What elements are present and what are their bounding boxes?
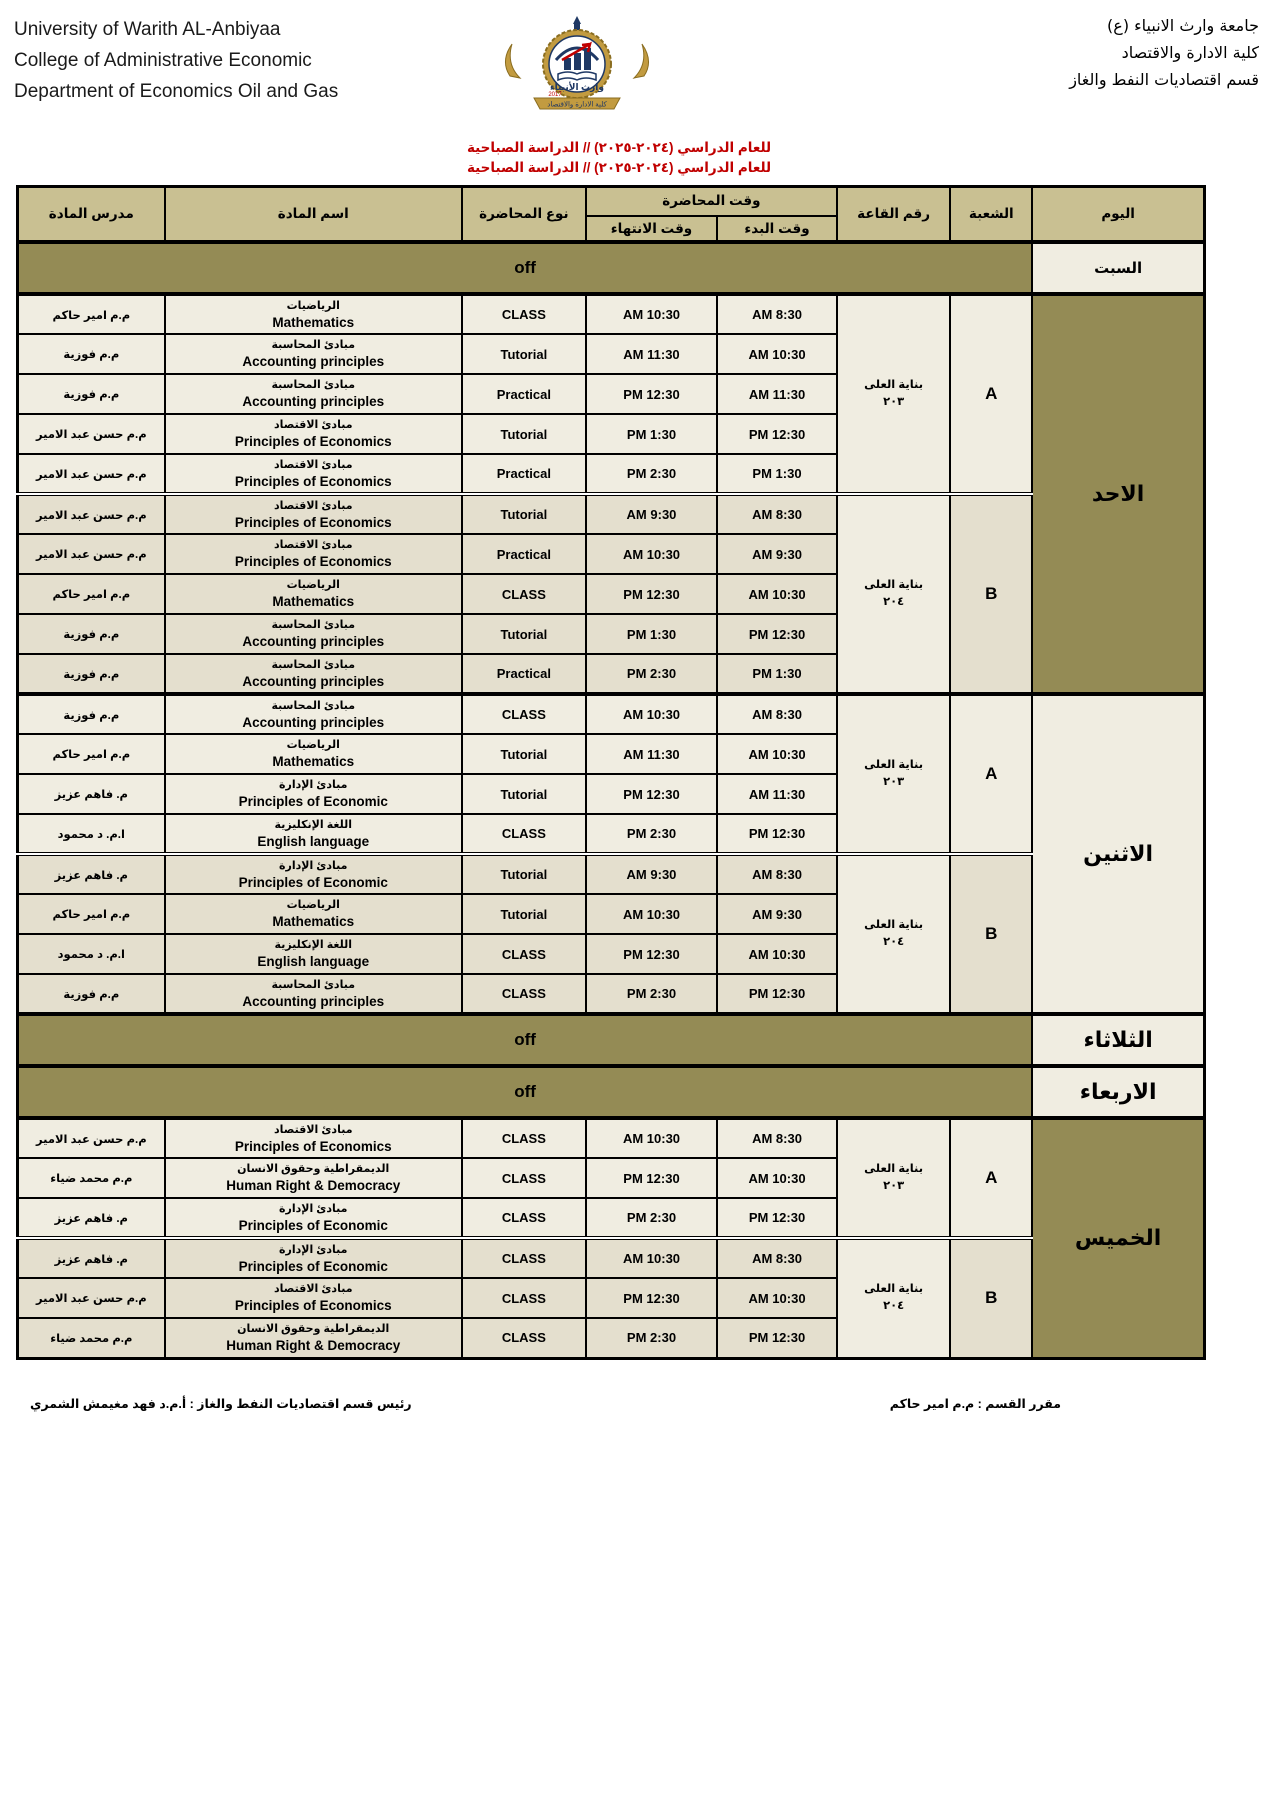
lecture-type-cell: Tutorial [462, 614, 586, 654]
timetable-row [18, 1118, 1205, 1158]
lecture-type-cell: CLASS [462, 814, 586, 854]
lecture-type-cell: Tutorial [462, 734, 586, 774]
subject-english: English language [257, 833, 370, 849]
subject-cell [165, 694, 462, 734]
section-cell: A [950, 694, 1032, 854]
start-time-cell: 8:30 AM [717, 1118, 837, 1158]
room-building: بناية العلى [864, 1162, 924, 1175]
column-header-teacher: مدرس المادة [18, 186, 165, 242]
start-time-cell: 8:30 AM [717, 694, 837, 734]
column-header-lecture-time: وقت المحاضرة [586, 186, 837, 216]
start-time-cell: 8:30 AM [717, 1238, 837, 1278]
end-time-cell: 9:30 AM [586, 854, 717, 894]
start-time-cell: 12:30 PM [717, 974, 837, 1014]
room-number: ٢٠٣ [883, 776, 905, 788]
subject-arabic: مبادئ المحاسبة [271, 619, 356, 631]
university-name-ar: جامعة وارث الانبياء (ع) [1107, 16, 1259, 35]
lecture-type-cell: CLASS [462, 1318, 586, 1358]
teacher-cell: م.م حسن عبد الامير [18, 414, 165, 454]
subject-english: Mathematics [272, 754, 355, 769]
day-cell: الاثنين [1032, 694, 1204, 1014]
teacher-cell: م.م امير حاكم [18, 574, 165, 614]
subject-arabic: مبادئ المحاسبة [271, 978, 356, 991]
subject-cell [165, 654, 462, 694]
logo-ribbon-text: كلية الادارة والاقتصاد [547, 101, 607, 109]
subject-arabic: الرياضيات [286, 299, 340, 312]
lecture-type-cell: CLASS [462, 974, 586, 1014]
end-time-cell: 12:30 PM [586, 574, 717, 614]
teacher-cell: م.م فوزية [18, 374, 165, 414]
subject-cell [165, 1198, 462, 1238]
subject-arabic: مبادئ الإدارة [279, 859, 348, 872]
off-bar: off [18, 1066, 1033, 1118]
room-cell [837, 494, 950, 694]
teacher-cell: م.م محمد ضياء [18, 1158, 165, 1198]
timetable-day-off-row [18, 1014, 1205, 1066]
start-time-cell: 12:30 PM [717, 814, 837, 854]
lecture-type-cell: CLASS [462, 1238, 586, 1278]
schedule-title-line-1: للعام الدراسي (٢٠٢٤-٢٠٢٥) // الدراسة الصباحية [466, 140, 772, 155]
department-name-ar: قسم اقتصاديات النفط والغاز [1069, 70, 1259, 89]
lecture-type-cell: CLASS [462, 1118, 586, 1158]
subject-english: Principles of Economic [238, 1217, 388, 1233]
start-time-cell: 11:30 AM [717, 374, 837, 414]
timetable-row [18, 294, 1205, 334]
teacher-cell: ا.م. د محمود [18, 814, 165, 854]
end-time-cell: 10:30 AM [586, 694, 717, 734]
subject-english: Mathematics [272, 914, 355, 929]
subject-cell [165, 1318, 462, 1358]
subject-arabic: اللغة الإنكليزية [274, 818, 352, 831]
teacher-cell: م.م حسن عبد الامير [18, 1278, 165, 1318]
teacher-cell: م. فاهم عزيز [18, 1198, 165, 1238]
end-time-cell: 12:30 PM [586, 1158, 717, 1198]
lecture-type-cell: Tutorial [462, 774, 586, 814]
start-time-cell: 11:30 AM [717, 774, 837, 814]
subject-arabic: مبادئ المحاسبة [271, 658, 356, 671]
subject-english: Principles of Economics [234, 514, 392, 530]
lecture-type-cell: Tutorial [462, 894, 586, 934]
subject-english: Principles of Economics [234, 554, 392, 569]
subject-cell [165, 414, 462, 454]
university-name-arabic-block [1069, 12, 1259, 93]
end-time-cell: 11:30 AM [586, 734, 717, 774]
timetable-body [18, 242, 1205, 1358]
logo-book [558, 72, 596, 80]
end-time-cell: 12:30 PM [586, 374, 717, 414]
teacher-cell: م.م امير حاكم [18, 734, 165, 774]
lecture-type-cell: CLASS [462, 1278, 586, 1318]
start-time-cell: 12:30 PM [717, 1318, 837, 1358]
column-header-section: الشعبة [950, 186, 1032, 242]
day-cell: السبت [1032, 242, 1204, 294]
lecture-type-cell: CLASS [462, 934, 586, 974]
subject-cell [165, 1278, 462, 1318]
subject-arabic: مبادئ المحاسبة [271, 339, 356, 351]
end-time-cell: 10:30 AM [586, 894, 717, 934]
subject-arabic: الرياضيات [286, 739, 340, 751]
end-time-cell: 1:30 PM [586, 414, 717, 454]
teacher-cell: م.م محمد ضياء [18, 1318, 165, 1358]
teacher-cell: م. فاهم عزيز [18, 854, 165, 894]
end-time-cell: 10:30 AM [586, 1238, 717, 1278]
subject-cell [165, 574, 462, 614]
subject-arabic: مبادئ الاقتصاد [274, 1283, 353, 1295]
subject-cell [165, 774, 462, 814]
lecture-type-cell: Tutorial [462, 854, 586, 894]
lecture-type-cell: CLASS [462, 574, 586, 614]
section-cell: A [950, 1118, 1032, 1238]
subject-arabic: مبادئ المحاسبة [271, 379, 356, 391]
timetable-row [18, 854, 1205, 894]
day-cell: الاحد [1032, 294, 1204, 694]
room-number: ٢٠٣ [883, 1180, 905, 1192]
department-name-en: Department of Economics Oil and Gas [14, 81, 339, 102]
room-number: ٢٠٤ [883, 1300, 905, 1313]
end-time-cell: 2:30 PM [586, 1198, 717, 1238]
lecture-type-cell: Practical [462, 454, 586, 494]
subject-english: Accounting principles [242, 993, 385, 1009]
subject-arabic: اللغة الإنكليزية [274, 939, 352, 951]
teacher-cell: م. فاهم عزيز [18, 774, 165, 814]
teacher-cell: ا.م. د محمود [18, 934, 165, 974]
subject-english: Human Right & Democracy [226, 1337, 401, 1353]
subject-cell [165, 454, 462, 494]
subject-arabic: مبادئ الاقتصاد [274, 419, 353, 431]
teacher-cell: م.م امير حاكم [18, 894, 165, 934]
end-time-cell: 12:30 PM [586, 934, 717, 974]
start-time-cell: 12:30 PM [717, 414, 837, 454]
subject-arabic: الديمقراطية وحقوق الانسان [237, 1322, 390, 1335]
off-bar: off [18, 242, 1033, 294]
subject-english: Mathematics [272, 594, 355, 609]
subject-english: Accounting principles [242, 394, 385, 409]
subject-cell [165, 934, 462, 974]
start-time-cell: 10:30 AM [717, 1278, 837, 1318]
start-time-cell: 10:30 AM [717, 334, 837, 374]
end-time-cell: 10:30 AM [586, 294, 717, 334]
room-number: ٢٠٤ [883, 936, 905, 948]
end-time-cell: 12:30 PM [586, 774, 717, 814]
start-time-cell: 10:30 AM [717, 1158, 837, 1198]
end-time-cell: 10:30 AM [586, 534, 717, 574]
logo-name-text: وارث الأنبياء [550, 82, 604, 92]
logo-bar-chart [564, 58, 571, 70]
subject-english: Accounting principles [242, 634, 385, 649]
lecture-type-cell: Practical [462, 654, 586, 694]
start-time-cell: 10:30 AM [717, 734, 837, 774]
end-time-cell: 10:30 AM [586, 1118, 717, 1158]
start-time-cell: 8:30 AM [717, 854, 837, 894]
subject-arabic: مبادئ الإدارة [279, 779, 348, 791]
room-building: بناية العلى [864, 758, 924, 771]
teacher-cell: م.م حسن عبد الامير [18, 534, 165, 574]
subject-arabic: الديمقراطية وحقوق الانسان [237, 1163, 390, 1175]
start-time-cell: 10:30 AM [717, 934, 837, 974]
teacher-cell: م.م فوزية [18, 654, 165, 694]
end-time-cell: 2:30 PM [586, 1318, 717, 1358]
department-coordinator-signature: مقرر القسم : م.م امير حاكم [889, 1396, 1061, 1411]
subject-cell [165, 814, 462, 854]
lecture-type-cell: Tutorial [462, 494, 586, 534]
lecture-type-cell: CLASS [462, 294, 586, 334]
section-cell: B [950, 1238, 1032, 1358]
room-cell [837, 694, 950, 854]
section-cell: A [950, 294, 1032, 494]
column-header-room: رقم القاعة [837, 186, 950, 242]
timetable-row [18, 694, 1205, 734]
subject-cell [165, 1158, 462, 1198]
subject-arabic: مبادئ الاقتصاد [274, 539, 353, 551]
teacher-cell: م.م فوزية [18, 334, 165, 374]
subject-cell [165, 854, 462, 894]
start-time-cell: 12:30 PM [717, 1198, 837, 1238]
end-time-cell: 2:30 PM [586, 974, 717, 1014]
room-cell [837, 1118, 950, 1238]
weekly-timetable [16, 185, 1206, 1360]
column-header-end-time: وقت الانتهاء [586, 216, 717, 242]
schedule-title-block [16, 138, 1222, 179]
subject-english: Principles of Economic [238, 794, 388, 809]
timetable-day-off-row [18, 1066, 1205, 1118]
subject-cell [165, 334, 462, 374]
off-bar: off [18, 1014, 1033, 1066]
teacher-cell: م. فاهم عزيز [18, 1238, 165, 1278]
lecture-type-cell: Tutorial [462, 414, 586, 454]
subject-cell [165, 1238, 462, 1278]
subject-english: Principles of Economic [238, 1258, 388, 1274]
lecture-type-cell: Practical [462, 534, 586, 574]
subject-arabic: مبادئ الإدارة [279, 1243, 348, 1256]
subject-english: Human Right & Democracy [226, 1178, 401, 1193]
end-time-cell: 2:30 PM [586, 654, 717, 694]
subject-english: English language [257, 954, 370, 969]
end-time-cell: 2:30 PM [586, 814, 717, 854]
teacher-cell: م.م فوزية [18, 614, 165, 654]
start-time-cell: 1:30 PM [717, 454, 837, 494]
subject-english: Principles of Economic [238, 874, 388, 890]
university-name-en: University of Warith AL-Anbiyaa [14, 19, 281, 40]
subject-arabic: مبادئ الاقتصاد [274, 458, 353, 471]
section-cell: B [950, 854, 1032, 1014]
room-building: بناية العلى [864, 1283, 924, 1295]
teacher-cell: م.م حسن عبد الامير [18, 454, 165, 494]
day-cell: الثلاثاء [1032, 1014, 1204, 1066]
subject-english: Principles of Economics [234, 1138, 392, 1154]
start-time-cell: 1:30 PM [717, 654, 837, 694]
subject-cell [165, 894, 462, 934]
section-cell: B [950, 494, 1032, 694]
lecture-type-cell: Practical [462, 374, 586, 414]
day-cell: الاربعاء [1032, 1066, 1204, 1118]
column-header-subject: اسم المادة [165, 186, 462, 242]
university-logo [492, 16, 662, 111]
column-header-lecture-type: نوع المحاضرة [462, 186, 586, 242]
subject-cell [165, 974, 462, 1014]
end-time-cell: 12:30 PM [586, 1278, 717, 1318]
start-time-cell: 8:30 AM [717, 294, 837, 334]
room-number: ٢٠٣ [883, 396, 905, 408]
subject-arabic: مبادئ المحاسبة [271, 699, 356, 712]
start-time-cell: 10:30 AM [717, 574, 837, 614]
logo-year-text: 2017 [548, 92, 562, 98]
college-name-ar: كلية الادارة والاقتصاد [1121, 43, 1259, 62]
subject-cell [165, 494, 462, 534]
subject-cell [165, 1118, 462, 1158]
subject-cell [165, 294, 462, 334]
end-time-cell: 11:30 AM [586, 334, 717, 374]
timetable-day-off-row [18, 242, 1205, 294]
subject-english: Principles of Economics [234, 1298, 392, 1313]
lecture-type-cell: CLASS [462, 1198, 586, 1238]
subject-english: Accounting principles [242, 714, 385, 730]
teacher-cell: م.م فوزية [18, 694, 165, 734]
subject-arabic: مبادئ الإدارة [279, 1202, 348, 1215]
timetable-row [18, 1238, 1205, 1278]
start-time-cell: 9:30 AM [717, 894, 837, 934]
column-header-start-time: وقت البدء [717, 216, 837, 242]
room-building: بناية العلى [864, 918, 924, 931]
subject-english: Principles of Economics [234, 473, 392, 489]
subject-english: Accounting principles [242, 673, 385, 689]
lecture-type-cell: Tutorial [462, 334, 586, 374]
subject-cell [165, 614, 462, 654]
start-time-cell: 12:30 PM [717, 614, 837, 654]
subject-english: Mathematics [272, 314, 355, 330]
day-cell: الخميس [1032, 1118, 1204, 1358]
timetable-row [18, 494, 1205, 534]
column-header-day: اليوم [1032, 186, 1204, 242]
room-building: بناية العلى [864, 578, 924, 591]
department-head-signature: رئيس قسم اقتصاديات النفط والغاز : أ.م.د فهد مغيمش الشمري [30, 1396, 412, 1411]
page-footer [0, 1396, 1273, 1422]
schedule-title-line-2: للعام الدراسي (٢٠٢٤-٢٠٢٥) // الدراسة الصباحية [466, 160, 772, 176]
end-time-cell: 9:30 AM [586, 494, 717, 534]
page-header [0, 0, 1273, 118]
university-logo-image [492, 16, 662, 111]
lecture-type-cell: CLASS [462, 694, 586, 734]
subject-cell [165, 374, 462, 414]
room-cell [837, 294, 950, 494]
teacher-cell: م.م امير حاكم [18, 294, 165, 334]
university-name-english-block [14, 14, 338, 107]
start-time-cell: 9:30 AM [717, 534, 837, 574]
teacher-cell: م.م حسن عبد الامير [18, 494, 165, 534]
subject-english: Accounting principles [242, 354, 385, 369]
subject-english: Principles of Economics [234, 434, 392, 449]
subject-cell [165, 734, 462, 774]
college-name-en: College of Administrative Economic [14, 50, 312, 71]
end-time-cell: 1:30 PM [586, 614, 717, 654]
subject-arabic: الرياضيات [286, 899, 340, 911]
subject-cell [165, 534, 462, 574]
teacher-cell: م.م فوزية [18, 974, 165, 1014]
timetable-header [18, 186, 1205, 242]
subject-arabic: مبادئ الاقتصاد [274, 1123, 353, 1136]
room-building: بناية العلى [864, 378, 924, 391]
end-time-cell: 2:30 PM [586, 454, 717, 494]
subject-arabic: الرياضيات [286, 579, 340, 591]
start-time-cell: 8:30 AM [717, 494, 837, 534]
lecture-type-cell: CLASS [462, 1158, 586, 1198]
subject-arabic: مبادئ الاقتصاد [274, 499, 353, 512]
teacher-cell: م.م حسن عبد الامير [18, 1118, 165, 1158]
room-cell [837, 1238, 950, 1358]
room-number: ٢٠٤ [883, 596, 905, 608]
room-cell [837, 854, 950, 1014]
